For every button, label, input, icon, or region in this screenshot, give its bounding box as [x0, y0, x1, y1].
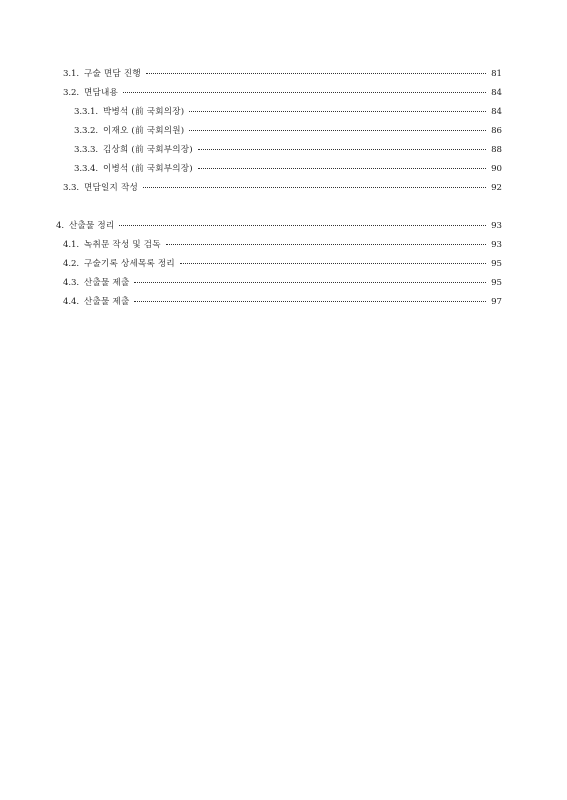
toc-entry-number: 3.3.3.: [74, 145, 98, 155]
toc-dot-leader: [198, 168, 486, 169]
toc-entry-4-2[interactable]: [63, 258, 502, 270]
toc-dot-leader: [146, 73, 486, 74]
toc-dot-leader: [180, 263, 486, 264]
toc-dot-leader: [143, 187, 486, 188]
toc-entry-title: 김상희 (前 국회부의장): [103, 145, 193, 155]
toc-entry-page: 86: [491, 126, 502, 136]
toc-entry-4[interactable]: [56, 220, 502, 232]
toc-entry-4-1[interactable]: [63, 239, 502, 251]
toc-dot-leader: [134, 301, 486, 302]
toc-entry-title: 박병석 (前 국회의장): [103, 107, 185, 117]
toc-entry-number: 3.3.: [63, 183, 79, 193]
toc-entry-number: 4.1.: [63, 240, 79, 250]
toc-entry-number: 4.2.: [63, 259, 79, 269]
toc-entry-title: 녹취문 작성 및 검독: [84, 240, 161, 250]
toc-entry-number: 3.1.: [63, 69, 79, 79]
toc-entry-page: 93: [491, 240, 502, 250]
toc-entry-page: 95: [491, 259, 502, 269]
toc-entry-page: 90: [491, 164, 502, 174]
toc-entry-4-3[interactable]: [63, 277, 502, 289]
toc-entry-title: 구술 면담 진행: [84, 69, 141, 79]
toc-entry-3-1[interactable]: [63, 68, 502, 80]
toc-dot-leader: [123, 92, 486, 93]
toc-entry-page: 95: [491, 278, 502, 288]
toc-entry-title: 산출물 제출: [84, 278, 130, 288]
toc-entry-number: 4.: [56, 221, 64, 231]
toc-entry-number: 4.3.: [63, 278, 79, 288]
toc-entry-number: 3.3.4.: [74, 164, 98, 174]
toc-entry-page: 92: [491, 183, 502, 193]
toc-entry-3-3-2[interactable]: [74, 125, 502, 137]
toc-entry-page: 81: [491, 69, 502, 79]
toc-dot-leader: [189, 111, 486, 112]
toc-entry-3-3-3[interactable]: [74, 144, 502, 156]
toc-entry-3-3-1[interactable]: [74, 106, 502, 118]
toc-entry-4-4[interactable]: [63, 296, 502, 308]
toc-entry-title: 산출물 정리: [69, 221, 115, 231]
toc-entry-3-3-4[interactable]: [74, 163, 502, 175]
toc-dot-leader: [166, 244, 486, 245]
toc-entry-number: 3.2.: [63, 88, 79, 98]
toc-entry-number: 4.4.: [63, 297, 79, 307]
toc-entry-title: 산출물 제출: [84, 297, 130, 307]
toc-entry-title: 면담일지 작성: [84, 183, 138, 193]
toc-entry-page: 84: [491, 88, 502, 98]
toc-entry-page: 93: [491, 221, 502, 231]
toc-entry-title: 이병석 (前 국회부의장): [103, 164, 193, 174]
toc-dot-leader: [134, 282, 486, 283]
toc-entry-3-3[interactable]: [63, 182, 502, 194]
toc-entry-number: 3.3.2.: [74, 126, 98, 136]
toc-entry-3-2[interactable]: [63, 87, 502, 99]
toc-entry-page: 88: [491, 145, 502, 155]
toc-entry-title: 면담내용: [84, 88, 119, 98]
toc-entry-page: 97: [491, 297, 502, 307]
toc-entry-page: 84: [491, 107, 502, 117]
toc-dot-leader: [198, 149, 486, 150]
toc-entry-title: 구술기록 상세목록 정리: [84, 259, 175, 269]
toc-dot-leader: [189, 130, 486, 131]
toc-dot-leader: [119, 225, 486, 226]
toc-entry-number: 3.3.1.: [74, 107, 98, 117]
toc-entry-title: 이재오 (前 국회의원): [103, 126, 185, 136]
